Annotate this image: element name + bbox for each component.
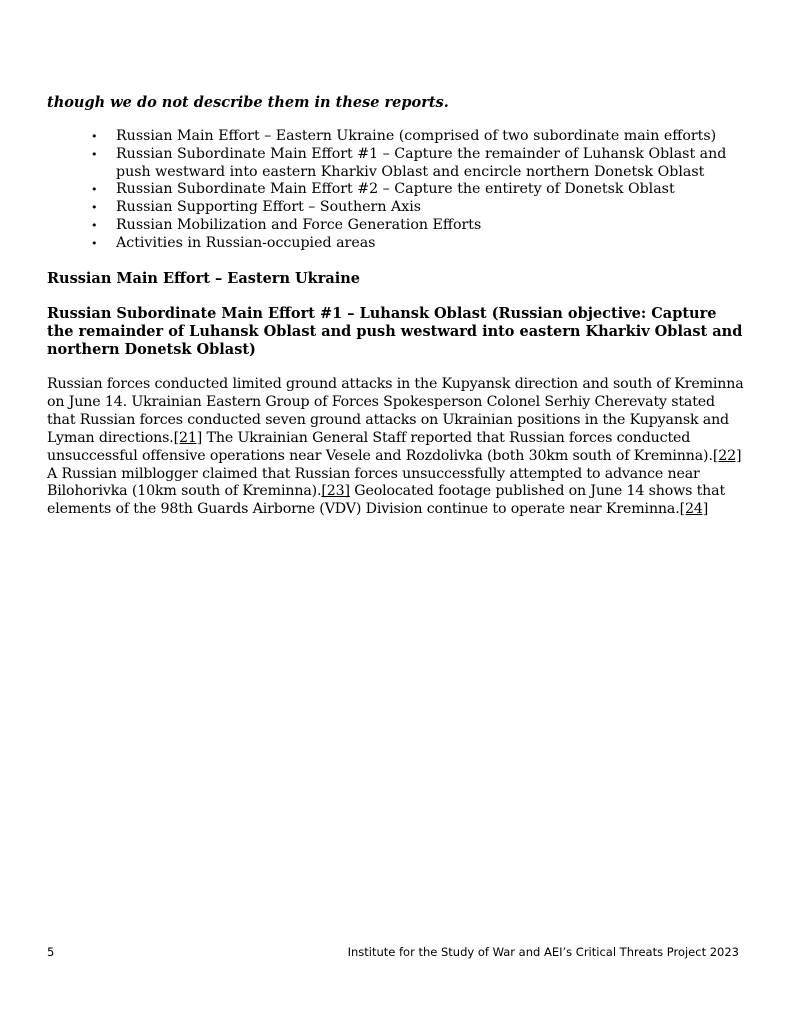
list-item-text: Russian Subordinate Main Effort #1 – Capture the remainder of Luhansk Oblast and push westward into eastern Kharkiv Oblast and encircle northern Donetsk Oblast [116, 145, 727, 180]
section-heading-subordinate-effort-1: Russian Subordinate Main Effort #1 – Luhansk Oblast (Russian objective: Capture the remainder of Luhansk Oblast and push westward into eastern Kharkiv Oblast and northern Donetsk Oblast) [47, 305, 743, 358]
list-item-text: Russian Supporting Effort – Southern Axis [116, 199, 422, 216]
list-item [91, 181, 751, 199]
bullet-icon: • [91, 147, 98, 161]
footnote-link-24[interactable]: [24] [679, 501, 709, 518]
list-item-text: Russian Subordinate Main Effort #2 – Capture the entirety of Donetsk Oblast [116, 181, 675, 198]
bullet-icon: • [91, 201, 98, 215]
section-heading-main-effort: Russian Main Effort – Eastern Ukraine [47, 270, 361, 287]
list-item [91, 146, 751, 182]
list-item-text: Activities in Russian-occupied areas [116, 234, 376, 251]
list-item [91, 199, 751, 217]
bullet-icon: • [91, 130, 98, 143]
footer-credit: Institute for the Study of War and AEI’s Critical Threats Project 2023 [347, 945, 739, 959]
footnote-link-21[interactable]: [21] [173, 429, 203, 446]
list-item [91, 235, 751, 253]
bullet-icon: • [91, 236, 98, 250]
paragraph-text: Geolocated footage published on June 14 shows that elements of the 98th Guards Airborne (VDV) Division continue to operate near Kreminna. [47, 483, 726, 518]
report-sections-list [91, 128, 751, 253]
page-number: 5 [47, 945, 55, 959]
bullet-icon: • [91, 218, 98, 232]
paragraph-text: The Ukrainian General Staff reported that Russian forces conducted unsuccessful offensive operations near Vesele and Rozdolivka (both 30km south of Kreminna). [47, 429, 713, 464]
intro-text: though we do not describe them in these reports. [47, 94, 449, 111]
list-item-text: Russian Mobilization and Force Generation Efforts [116, 216, 482, 233]
list-item [91, 217, 751, 235]
footnote-link-22[interactable]: [22] [712, 447, 742, 464]
list-item [91, 128, 751, 146]
bullet-icon: • [91, 183, 98, 197]
footnote-link-23[interactable]: [23] [321, 483, 350, 500]
list-item-text: Russian Main Effort – Eastern Ukraine (comprised of two subordinate main efforts) [116, 128, 717, 144]
body-paragraph [47, 376, 747, 519]
paragraph-text: Russian forces conducted limited ground attacks in the Kupyansk direction and south of Kreminna on June 14. Ukrainian Eastern Group of Forces Spokesperson Colonel Serhiy Cherevaty stated that Russian forces conducted seven ground attacks on Ukrainian positions in the Kupyansk and Lyman directions. [47, 376, 744, 446]
paragraph-text: A Russian milblogger claimed that Russian forces unsuccessfully attempted to advance near Bilohorivka (10km south of Kreminna). [47, 465, 700, 500]
